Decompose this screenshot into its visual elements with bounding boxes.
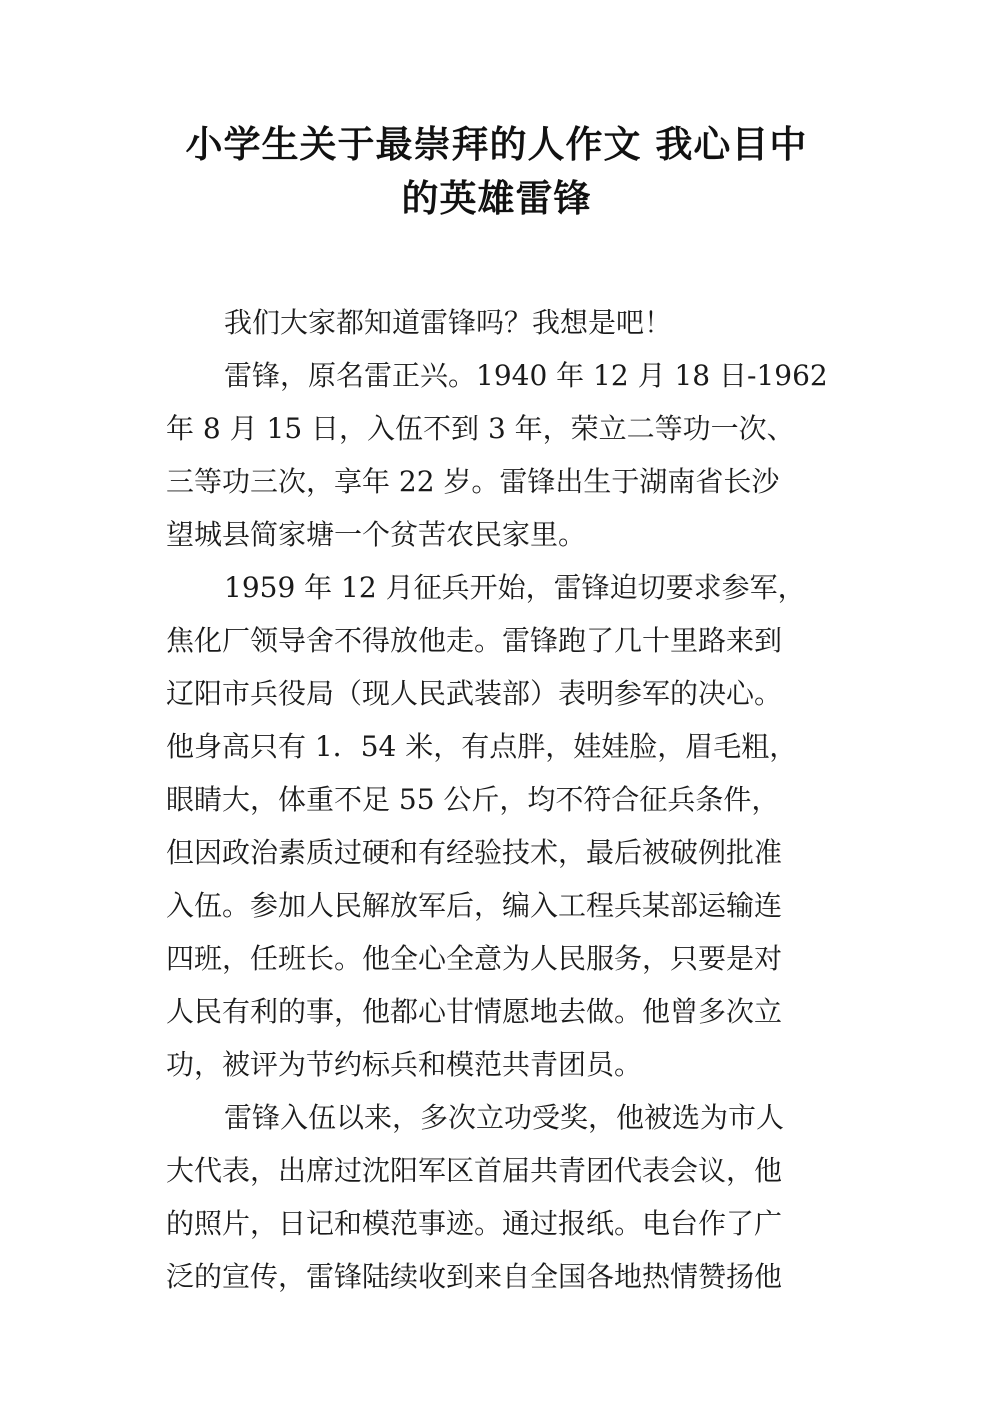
paragraph-line: 四班，任班长。他全心全意为人民服务，只要是对: [166, 942, 783, 975]
document-title: [150, 118, 843, 226]
paragraph-line: 望城县简家塘一个贫苦农民家里。: [166, 518, 587, 551]
paragraph-line: 1959 年 12 月征兵开始，雷锋迫切要求参军，: [224, 571, 806, 604]
paragraph-line: 但因政治素质过硬和有经验技术，最后被破例批准: [166, 836, 783, 869]
paragraph: [166, 296, 826, 349]
paragraph-line: 雷锋入伍以来，多次立功受奖，他被选为市人: [224, 1101, 785, 1134]
paragraph-line: 的照片，日记和模范事迹。通过报纸。电台作了广: [166, 1207, 783, 1240]
paragraph-line: 焦化厂领导舍不得放他走。雷锋跑了几十里路来到: [166, 624, 783, 657]
paragraph: [166, 561, 826, 1091]
paragraph-line: 我们大家都知道雷锋吗？我想是吧！: [224, 306, 673, 339]
paragraph-line: 人民有利的事，他都心甘情愿地去做。他曾多次立: [166, 995, 783, 1028]
paragraph-line: 入伍。参加人民解放军后，编入工程兵某部运输连: [166, 889, 783, 922]
paragraph-line: 眼睛大，体重不足 55 公斤，均不符合征兵条件，: [166, 783, 780, 816]
paragraph-line: 三等功三次，享年 22 岁。雷锋出生于湖南省长沙: [166, 465, 780, 498]
paragraph-line: 他身高只有 1．54 米，有点胖，娃娃脸，眉毛粗，: [166, 730, 798, 763]
paragraph-line: 雷锋，原名雷正兴。1940 年 12 月 18 日-1962: [224, 359, 828, 392]
paragraph-line: 泛的宣传，雷锋陆续收到来自全国各地热情赞扬他: [166, 1260, 783, 1293]
paragraph-line: 年 8 月 15 日，入伍不到 3 年，荣立二等功一次、: [166, 412, 795, 445]
paragraph: [166, 1091, 826, 1303]
document-body: [166, 296, 826, 1303]
paragraph-line: 大代表，出席过沈阳军区首届共青团代表会议，他: [166, 1154, 783, 1187]
title-line: 的英雄雷锋: [401, 177, 592, 220]
paragraph-line: 功，被评为节约标兵和模范共青团员。: [166, 1048, 643, 1081]
paragraph-line: 辽阳市兵役局（现人民武装部）表明参军的决心。: [166, 677, 783, 710]
paragraph: [166, 349, 826, 561]
title-line: 小学生关于最崇拜的人作文 我心目中: [185, 123, 808, 166]
